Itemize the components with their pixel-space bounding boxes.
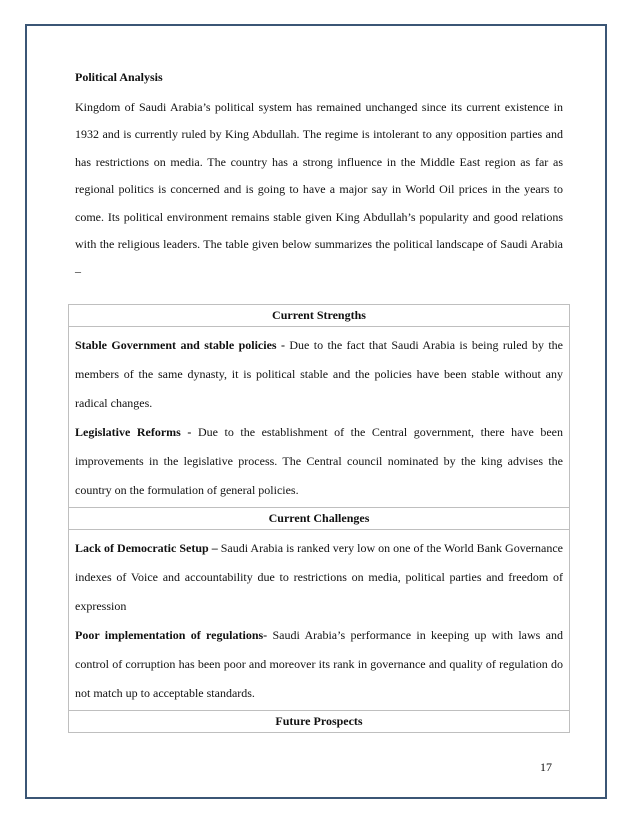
political-landscape-table [68,304,570,733]
item-text: Due to the fact that Saudi Arabia is being ruled by the members of the same dynasty, it is political stable and the policies have been stable without any radical changes. [75,338,564,410]
item-text: Saudi Arabia’s performance in keeping up with laws and control of corruption has been poor and moreover its rank in governance and quality of regulation do not match up to acceptable standards. [75,628,563,700]
challenge-item [75,621,563,708]
item-text: Due to the establishment of the Central government, there have been improvements in the legislative process. The Central council nominated by the king advises the country on the formulation of general policies. [75,425,563,497]
table-row [69,305,570,327]
item-title: Legislative Reforms - [75,425,192,439]
section-header-future-prospects: Future Prospects [69,711,570,733]
strengths-cell [69,327,570,508]
intro-paragraph: Kingdom of Saudi Arabia’s political system has remained unchanged since its current existence in 1932 and is currently ruled by King Abdullah. The regime is intolerant to any opposition parties and has restrictions on media. The country has a strong influence in the Middle East region as far as regional politics is concerned and is going to have a major say in World Oil prices in the years to come. Its political environment remains stable given King Abdullah’s popularity and good relations with the religious leaders. The table given below summarizes the political landscape of Saudi Arabia – [75,100,563,279]
item-title: Lack of Democratic Setup – [75,541,218,555]
challenge-item [75,534,563,621]
section-header-strengths: Current Strengths [69,305,570,327]
item-text: Saudi Arabia is ranked very low on one of the World Bank Governance indexes of Voice and accountability due to restrictions on media, political parties and freedom of expression [75,541,563,613]
challenges-cell [69,530,570,711]
table-row [69,711,570,733]
table-row [69,530,570,711]
page-number: 17 [540,760,552,774]
item-title: Poor implementation of regulations- [75,628,268,642]
section-heading: Political Analysis [75,70,163,84]
section-header-challenges: Current Challenges [69,508,570,530]
strength-item [75,331,563,418]
table-row [69,327,570,508]
strength-item [75,418,563,505]
item-title: Stable Government and stable policies - [75,338,285,352]
table-row [69,508,570,530]
